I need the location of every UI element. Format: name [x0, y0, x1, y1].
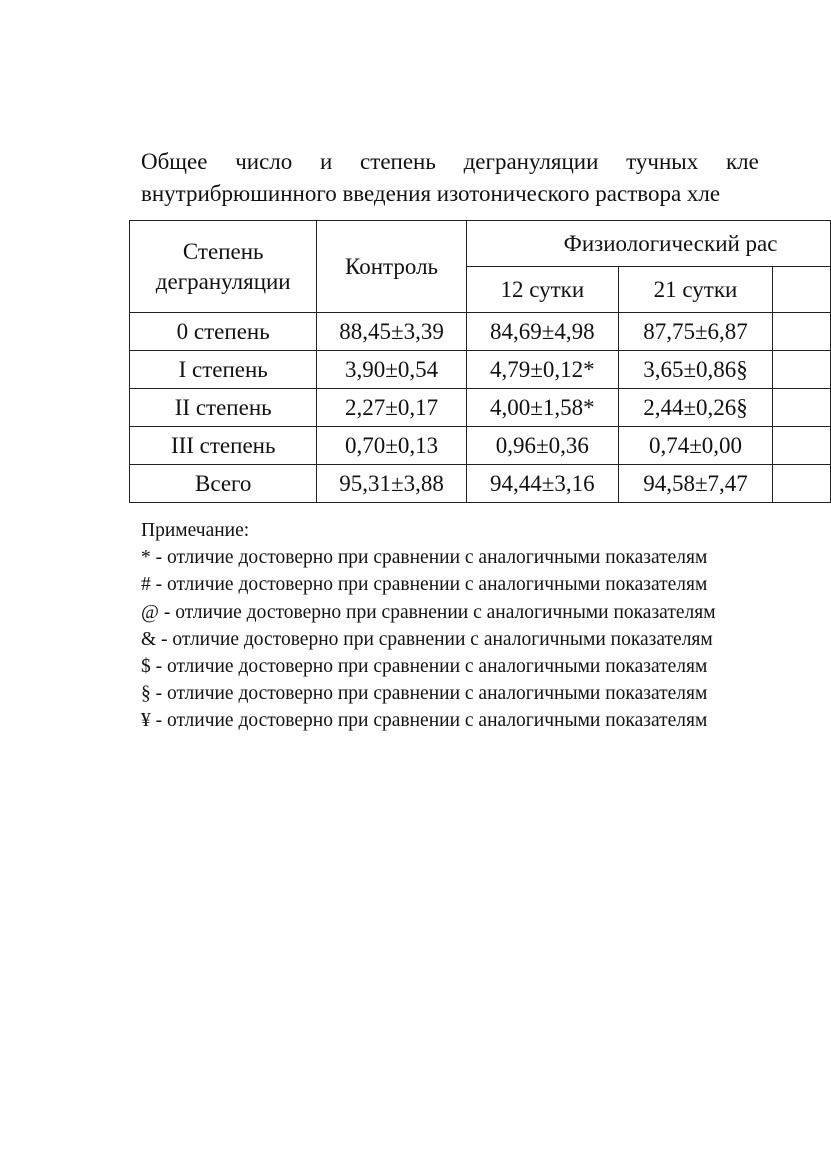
cell-12: 4,79±0,12* [466, 351, 618, 389]
cell-21: 2,44±0,26§ [618, 389, 772, 427]
note-item: & - отличие достоверно при сравнении с аналогичными показателям [141, 628, 713, 650]
caption-line-1: Общее число и степень дегрануляции тучных кле [141, 149, 759, 174]
cell-cut [773, 427, 831, 465]
header-control: Контроль [317, 221, 466, 313]
table-row [130, 351, 831, 389]
note-item: # - отличие достоверно при сравнении с аналогичными показателям [141, 574, 708, 596]
cell-21: 94,58±7,47 [618, 465, 772, 503]
row-label: Всего [130, 465, 317, 503]
cell-12: 84,69±4,98 [466, 313, 618, 351]
cell-cut [773, 465, 831, 503]
data-table [129, 220, 831, 503]
caption-line-2: внутрибрюшинного введения изотонического раствора хле [141, 181, 721, 206]
header-physiological: Физиологический рас [466, 221, 830, 267]
row-label: 0 степень [130, 313, 317, 351]
note-item: * - отличие достоверно при сравнении с аналогичными показателям [141, 547, 708, 569]
cell-control: 2,27±0,17 [317, 389, 466, 427]
cell-21: 3,65±0,86§ [618, 351, 772, 389]
table-row [130, 427, 831, 465]
notes-title: Примечание: [141, 520, 250, 541]
table-row [130, 313, 831, 351]
row-label: I степень [130, 351, 317, 389]
cell-cut [773, 389, 831, 427]
note-item: $ - отличие достоверно при сравнении с аналогичными показателям [141, 656, 708, 678]
header-degree: Степень дегрануляции [130, 221, 317, 313]
notes-section [141, 517, 716, 735]
cell-21: 87,75±6,87 [618, 313, 772, 351]
cell-control: 95,31±3,88 [317, 465, 466, 503]
table-row [130, 389, 831, 427]
header-period-12: 12 сутки [466, 267, 618, 313]
cell-21: 0,74±0,00 [618, 427, 772, 465]
note-item: § - отличие достоверно при сравнении с аналогичными показателям [141, 683, 708, 705]
note-item: @ - отличие достоверно при сравнении с аналогичными показателям [141, 601, 716, 623]
cell-12: 4,00±1,58* [466, 389, 618, 427]
table-caption [141, 146, 759, 210]
cell-cut [773, 351, 831, 389]
table-row [130, 465, 831, 503]
cell-12: 94,44±3,16 [466, 465, 618, 503]
note-item: ¥ - отличие достоверно при сравнении с аналогичными показателям [141, 710, 708, 732]
cell-control: 88,45±3,39 [317, 313, 466, 351]
row-label: III степень [130, 427, 317, 465]
cell-control: 3,90±0,54 [317, 351, 466, 389]
row-label: II степень [130, 389, 317, 427]
cell-cut [773, 313, 831, 351]
header-period-21: 21 сутки [618, 267, 772, 313]
header-period-cut [773, 267, 831, 313]
cell-12: 0,96±0,36 [466, 427, 618, 465]
cell-control: 0,70±0,13 [317, 427, 466, 465]
